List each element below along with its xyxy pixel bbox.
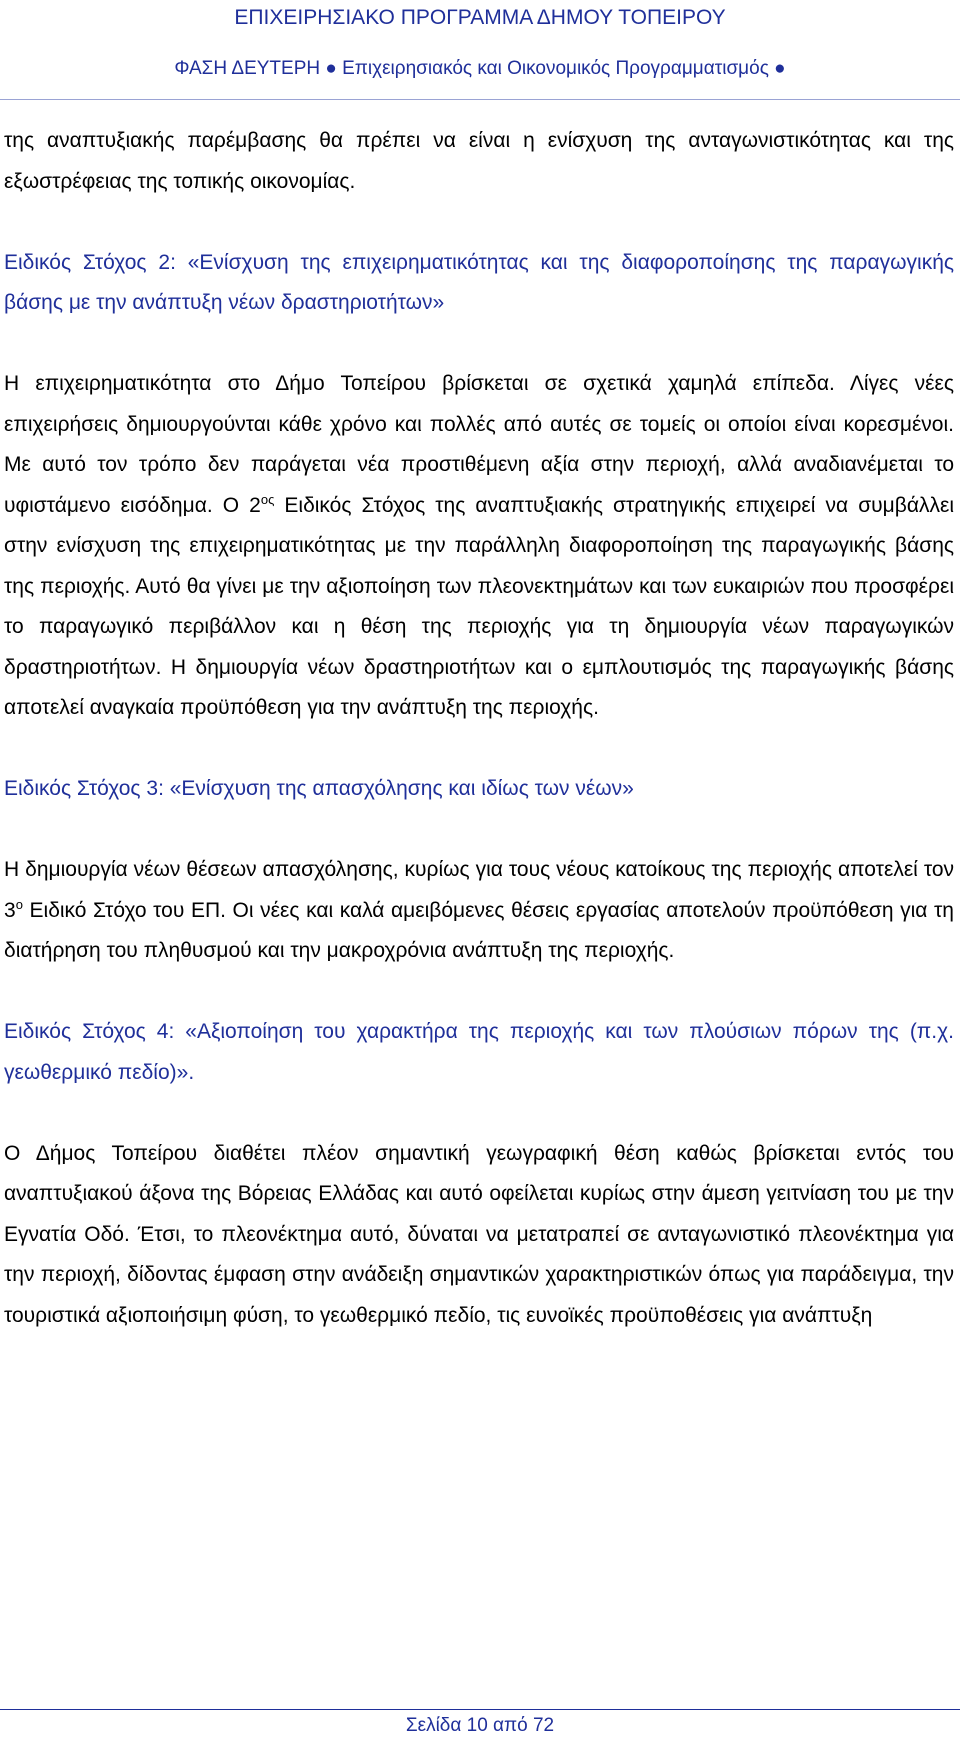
- page-body: [4, 121, 954, 1336]
- footer-divider: [0, 1709, 960, 1710]
- paragraph-spacer: [4, 810, 954, 851]
- paragraph-spacer: [4, 729, 954, 770]
- objective-2-text-end: Ειδικός Στόχος της αναπτυξιακής στρατηγικής επιχειρεί να συμβάλλει στην ενίσχυση της επιχειρηματικότητας με την παράλληλη διαφοροποίηση της παραγωγικής βάσης της περιοχής. Αυτό θα γίνει με την αξιοποίηση των πλεονεκτημάτων και των ευκαιριών που προσφέρει το παραγωγικό περιβάλλον και η θέση της περιοχής για τη δημιουργία νέων παραγωγικών δραστηριοτήτων. Η δημιουργία νέων δραστηριοτήτων και ο εμπλουτισμός της παραγωγικής βάσης αποτελεί αναγκαία προϋπόθεση για την ανάπτυξη της περιοχής.: [4, 493, 954, 719]
- objective-2-heading: Ειδικός Στόχος 2: «Ενίσχυση της επιχειρηματικότητας και της διαφοροποίησης της παραγωγικής βάσης με την ανάπτυξη νέων δραστηριοτήτων»: [4, 250, 954, 314]
- header-title: ΕΠΙΧΕΙΡΗΣΙΑΚΟ ΠΡΟΓΡΑΜΜΑ ΔΗΜΟΥ ΤΟΠΕΙΡΟΥ: [234, 6, 726, 29]
- objective-2-paragraph: [4, 364, 954, 729]
- paragraph-spacer: [4, 202, 954, 243]
- objective-4-heading: Ειδικός Στόχος 4: «Αξιοποίηση του χαρακτήρα της περιοχής και των πλούσιων πόρων της (π.χ. γεωθερμικό πεδίο)».: [4, 1020, 954, 1084]
- ordinal-superscript: ος: [260, 491, 275, 507]
- objective-3-heading: Ειδικός Στόχος 3: «Ενίσχυση της απασχόλησης και ιδίως των νέων»: [4, 777, 634, 800]
- paragraph-spacer: [4, 324, 954, 365]
- objective-3-paragraph: [4, 850, 954, 972]
- objective-3-text-start: Η δημιουργία νέων θέσεων απασχόλησης, κυρίως για τους νέους κατοίκους της περιοχής αποτελεί τον 3: [4, 858, 954, 922]
- page-number: Σελίδα 10 από 72: [405, 1715, 555, 1736]
- header-subtitle: ΦΑΣΗ ΔΕΥΤΕΡΗ ● Επιχειρησιακός και Οικονομικός Προγραμματισμός ●: [174, 58, 786, 79]
- objective-3-text-end: Ειδικό Στόχο του ΕΠ. Οι νέες και καλά αμειβόμενες θέσεις εργασίας αποτελούν προϋπόθεση για τη διατήρηση του πληθυσμού και την μακροχρόνια ανάπτυξη της περιοχής.: [4, 898, 954, 962]
- paragraph-spacer: [4, 972, 954, 1013]
- ordinal-superscript: ο: [15, 896, 23, 912]
- intro-paragraph: της αναπτυξιακής παρέμβασης θα πρέπει να είναι η ενίσχυση της ανταγωνιστικότητας και της εξωστρέφειας της τοπικής οικονομίας.: [4, 129, 954, 193]
- objective-4-paragraph: Ο Δήμος Τοπείρου διαθέτει πλέον σημαντική γεωγραφική θέση καθώς βρίσκεται εντός του αναπτυξιακού άξονα της Βόρειας Ελλάδας και αυτό οφείλεται κυρίως στην άμεση γειτνίαση του με την Εγνατία Οδό. Έτσι, το πλεονέκτημα αυτό, δύναται να μετατραπεί σε ανταγωνιστικό πλεονέκτημα για την περιοχή, δίδοντας έμφαση στην ανάδειξη σημαντικών χαρακτηριστικών όπως για παράδειγμα, την τουριστικά αξιοποιήσιμη φύση, το γεωθερμικό πεδίο, τις ευνοϊκές προϋποθέσεις για ανάπτυξη: [4, 1141, 954, 1327]
- paragraph-spacer: [4, 1093, 954, 1134]
- objective-2-text-start: Η επιχειρηματικότητα στο Δήμο Τοπείρου βρίσκεται σε σχετικά χαμηλά επίπεδα. Λίγες νέες επιχειρήσεις δημιουργούνται κάθε χρόνο και πολλές από αυτές σε τομείς οι οποίοι είναι κορεσμένοι. Με αυτό τον τρόπο δεν παράγεται νέα προστιθέμενη αξία στην περιοχή, αλλά αναδιανέμεται το υφιστάμενο εισόδημα. Ο 2: [4, 372, 954, 517]
- header-divider: [0, 99, 960, 100]
